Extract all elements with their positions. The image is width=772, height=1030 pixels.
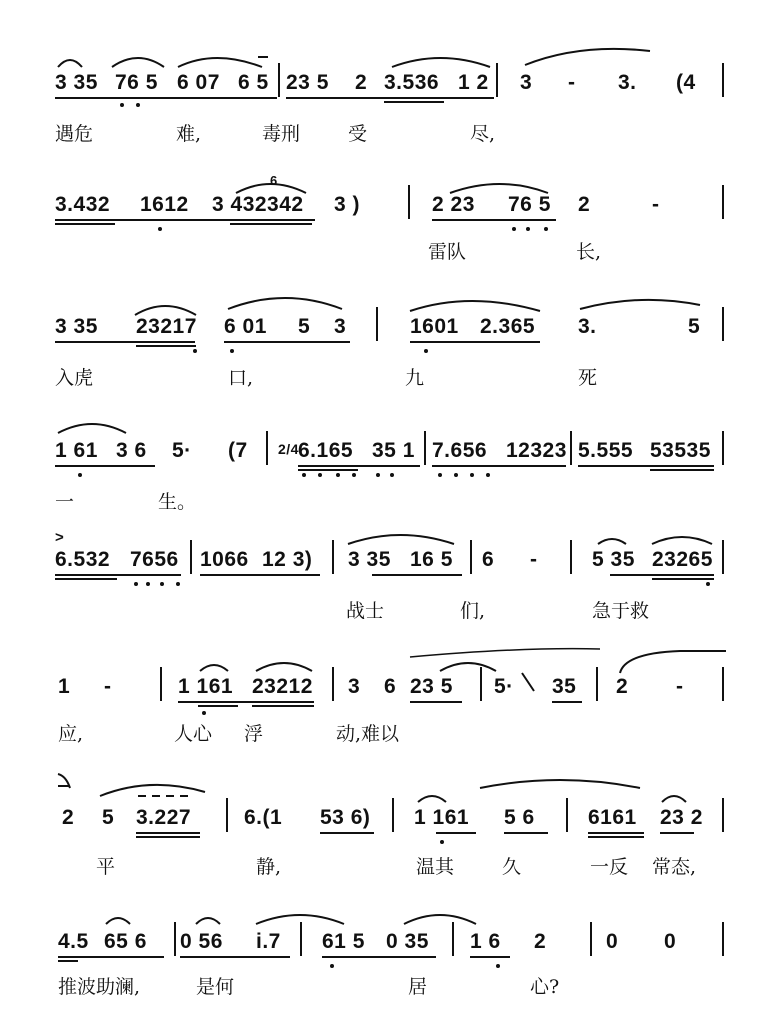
lyric: 九 xyxy=(405,367,425,389)
dot xyxy=(336,473,340,477)
lyric: 静, xyxy=(256,856,282,878)
lyric: 温其 xyxy=(416,856,455,878)
note-group: 6 01 xyxy=(224,315,267,338)
lyric: 人心 xyxy=(174,723,213,745)
dot xyxy=(544,227,548,231)
note-group: 3. xyxy=(618,71,637,94)
note-group: 5 xyxy=(298,315,311,338)
note-group: 1066 xyxy=(200,548,249,571)
barline xyxy=(570,540,572,574)
lyric: 尽, xyxy=(470,123,496,145)
slur-ties xyxy=(0,643,772,763)
slur-ties xyxy=(0,283,772,403)
barline xyxy=(722,922,724,956)
note-group: 0 xyxy=(606,930,619,953)
dot xyxy=(486,473,490,477)
note-group: 1 61 xyxy=(55,439,98,462)
barline xyxy=(480,667,482,701)
note-group: 3 432342 xyxy=(212,193,304,216)
note-group: - xyxy=(676,675,684,698)
dot xyxy=(496,964,500,968)
note-group: 1 2 xyxy=(458,71,489,94)
note-group: 0 xyxy=(664,930,677,953)
slur-ties xyxy=(0,45,772,165)
underline xyxy=(432,465,566,467)
underline xyxy=(58,956,164,958)
barline xyxy=(590,922,592,956)
lyric: 入虎 xyxy=(55,367,94,389)
underline xyxy=(55,578,117,580)
note-group: 3 35 xyxy=(55,315,98,338)
lyric: 长, xyxy=(576,241,602,263)
lyric: 们, xyxy=(460,600,486,622)
barline xyxy=(300,922,302,956)
underline xyxy=(136,345,196,347)
note-group: 53535 xyxy=(650,439,711,462)
underline xyxy=(322,956,436,958)
dot xyxy=(706,582,710,586)
lyric: 毒刑 xyxy=(262,123,301,145)
underline xyxy=(230,223,312,225)
note-group: 2 xyxy=(616,675,629,698)
note-group: 3 35 xyxy=(348,548,391,571)
dot xyxy=(302,473,306,477)
barline xyxy=(452,922,454,956)
note-group: 5 xyxy=(102,806,115,829)
lyric: 急于救 xyxy=(592,600,650,622)
barline xyxy=(722,307,724,341)
dot xyxy=(438,473,442,477)
lyric: 生。 xyxy=(158,491,197,513)
dot xyxy=(120,103,124,107)
underline xyxy=(198,705,238,707)
underline xyxy=(55,223,115,225)
barline xyxy=(722,431,724,465)
note-group: 23217 xyxy=(136,315,197,338)
dot xyxy=(146,582,150,586)
underline xyxy=(55,465,155,467)
underline xyxy=(298,465,420,467)
dot xyxy=(230,349,234,353)
underline xyxy=(610,574,714,576)
note-group: 76 5 xyxy=(115,71,158,94)
lyric: 浮 xyxy=(244,723,264,745)
system-3 xyxy=(0,283,772,403)
barline xyxy=(596,667,598,701)
dot xyxy=(454,473,458,477)
note-group: 6 xyxy=(482,548,495,571)
note-group: 5 35 xyxy=(592,548,635,571)
note-group: 6.165 xyxy=(298,439,354,462)
underline xyxy=(588,832,644,834)
lyric: 雷队 xyxy=(428,241,467,263)
note-group: 12 3) xyxy=(262,548,313,571)
note-group: 16 5 xyxy=(410,548,453,571)
note-group: 6.(1 xyxy=(244,806,283,829)
lyric: 受 xyxy=(348,123,368,145)
lyric: 平 xyxy=(96,856,116,878)
note-group: 35 xyxy=(552,675,577,698)
underline xyxy=(55,341,195,343)
barline xyxy=(226,798,228,832)
system-6 xyxy=(0,643,772,763)
underline xyxy=(504,832,548,834)
note-group: 6 5 xyxy=(238,71,269,94)
note-group: 3 35 xyxy=(55,71,98,94)
dot xyxy=(390,473,394,477)
barline xyxy=(332,667,334,701)
dot xyxy=(160,582,164,586)
barline xyxy=(566,798,568,832)
note-group: 6 xyxy=(384,675,397,698)
lyric: 遇危 xyxy=(55,123,94,145)
dot xyxy=(526,227,530,231)
underline xyxy=(320,832,374,834)
barline xyxy=(470,540,472,574)
tuplet-mark: 6 xyxy=(270,173,278,188)
system-1 xyxy=(0,45,772,165)
note-group: 2 xyxy=(355,71,368,94)
note-group: 2 xyxy=(62,806,75,829)
note-group: 3.432 xyxy=(55,193,111,216)
barline xyxy=(190,540,192,574)
note-group: 1612 xyxy=(140,193,189,216)
note-group: 76 5 xyxy=(508,193,551,216)
dot xyxy=(352,473,356,477)
dot xyxy=(512,227,516,231)
note-group: 2.365 xyxy=(480,315,536,338)
system-2 xyxy=(0,165,772,285)
note-group: i.7 xyxy=(256,930,281,953)
note-group: 1 6 xyxy=(470,930,501,953)
note-group: 5· xyxy=(494,675,514,698)
lyric: 一 xyxy=(55,491,75,513)
underline xyxy=(224,341,350,343)
note-group: 23 2 xyxy=(660,806,703,829)
note-group: 3.227 xyxy=(136,806,192,829)
barline xyxy=(278,63,280,97)
note-group: 23 5 xyxy=(410,675,453,698)
note-group: 23212 xyxy=(252,675,313,698)
note-group: 3. xyxy=(578,315,597,338)
note-group: - xyxy=(104,675,112,698)
slur-ties xyxy=(0,403,772,523)
underline xyxy=(552,701,582,703)
dot xyxy=(440,840,444,844)
dot xyxy=(134,582,138,586)
underline xyxy=(286,97,494,99)
note-group: 5.555 xyxy=(578,439,634,462)
note-group: 5· xyxy=(172,439,192,462)
lyric: 心? xyxy=(530,976,560,998)
note-group: 35 1 xyxy=(372,439,415,462)
note-group: (4 xyxy=(676,71,696,94)
lyric: 久 xyxy=(502,856,522,878)
barline xyxy=(376,307,378,341)
system-4 xyxy=(0,403,772,523)
note-group: 3 6 xyxy=(116,439,147,462)
note-group: 6.532 xyxy=(55,548,111,571)
lyric: 战士 xyxy=(346,600,385,622)
note-group: 0 56 xyxy=(180,930,223,953)
dot xyxy=(424,349,428,353)
barline xyxy=(722,798,724,832)
underline xyxy=(650,469,714,471)
lyric: 难, xyxy=(176,123,202,145)
dot xyxy=(176,582,180,586)
underline xyxy=(55,97,277,99)
barline xyxy=(424,431,426,465)
note-group: 3 xyxy=(334,315,347,338)
note-group: 2 xyxy=(578,193,591,216)
dot xyxy=(202,711,206,715)
note-group: 23 5 xyxy=(286,71,329,94)
underline xyxy=(652,578,714,580)
note-group: 65 6 xyxy=(104,930,147,953)
dot xyxy=(318,473,322,477)
note-group: - xyxy=(652,193,660,216)
note-group: 53 6) xyxy=(320,806,371,829)
barline xyxy=(722,63,724,97)
underline xyxy=(588,836,644,838)
lyric: 常态, xyxy=(652,856,697,878)
underline xyxy=(55,574,181,576)
slur-ties xyxy=(0,165,772,285)
note-group: 5 xyxy=(688,315,701,338)
dot xyxy=(376,473,380,477)
note-group: 5 6 xyxy=(504,806,535,829)
underline xyxy=(660,832,694,834)
note-group: 3.536 xyxy=(384,71,440,94)
note-group: 1 161 xyxy=(414,806,470,829)
note-group: 3 ) xyxy=(334,193,361,216)
note-group: 1601 xyxy=(410,315,459,338)
note-group: 1 xyxy=(58,675,71,698)
accent-mark: > xyxy=(55,529,65,546)
barline xyxy=(570,431,572,465)
underline xyxy=(470,956,510,958)
note-group: 7.656 xyxy=(432,439,488,462)
underline xyxy=(578,465,714,467)
note-group: 2 23 xyxy=(432,193,475,216)
dot xyxy=(78,473,82,477)
underline xyxy=(410,701,462,703)
note-group: 2 xyxy=(534,930,547,953)
lyric: 推波助澜, xyxy=(58,976,141,998)
underline xyxy=(384,101,444,103)
underline xyxy=(55,219,315,221)
barline xyxy=(408,185,410,219)
system-5 xyxy=(0,522,772,642)
lyric: 居 xyxy=(408,976,428,998)
dot xyxy=(158,227,162,231)
barline xyxy=(722,185,724,219)
barline xyxy=(722,540,724,574)
barline xyxy=(174,922,176,956)
underline xyxy=(372,574,462,576)
dot xyxy=(330,964,334,968)
note-group: 61 5 xyxy=(322,930,365,953)
underline xyxy=(136,836,200,838)
lyric: 是何 xyxy=(196,976,235,998)
barline xyxy=(496,63,498,97)
underline xyxy=(200,574,320,576)
underline xyxy=(136,832,200,834)
lyric: 口, xyxy=(228,367,254,389)
note-group: - xyxy=(530,548,538,571)
underline xyxy=(436,832,476,834)
barline xyxy=(332,540,334,574)
barline xyxy=(722,667,724,701)
note-group: 1 161 xyxy=(178,675,234,698)
system-8 xyxy=(0,892,772,1012)
note-group: 7656 xyxy=(130,548,179,571)
barline xyxy=(160,667,162,701)
note-group: 6 07 xyxy=(177,71,220,94)
underline xyxy=(298,469,358,471)
lyric: 应, xyxy=(58,723,84,745)
underline xyxy=(178,701,314,703)
barline xyxy=(392,798,394,832)
dot xyxy=(136,103,140,107)
dot xyxy=(470,473,474,477)
lyric: 动,难以 xyxy=(336,723,400,745)
note-group: 6161 xyxy=(588,806,637,829)
note-group: 3 xyxy=(520,71,533,94)
lyric: 死 xyxy=(578,367,598,389)
underline xyxy=(58,960,78,962)
note-group: 3 xyxy=(348,675,361,698)
underline xyxy=(180,956,290,958)
dot xyxy=(193,349,197,353)
note-group: 4.5 xyxy=(58,930,89,953)
time-signature: 2/4 xyxy=(278,441,299,457)
underline xyxy=(432,219,556,221)
system-7 xyxy=(0,762,772,882)
note-group: (7 xyxy=(228,439,248,462)
barline xyxy=(266,431,268,465)
underline xyxy=(252,705,314,707)
underline xyxy=(410,341,540,343)
note-group: - xyxy=(568,71,576,94)
note-group: 23265 xyxy=(652,548,713,571)
slur-ties xyxy=(0,522,772,642)
note-group: 12323 xyxy=(506,439,567,462)
lyric: 一反 xyxy=(590,856,629,878)
note-group: 0 35 xyxy=(386,930,429,953)
